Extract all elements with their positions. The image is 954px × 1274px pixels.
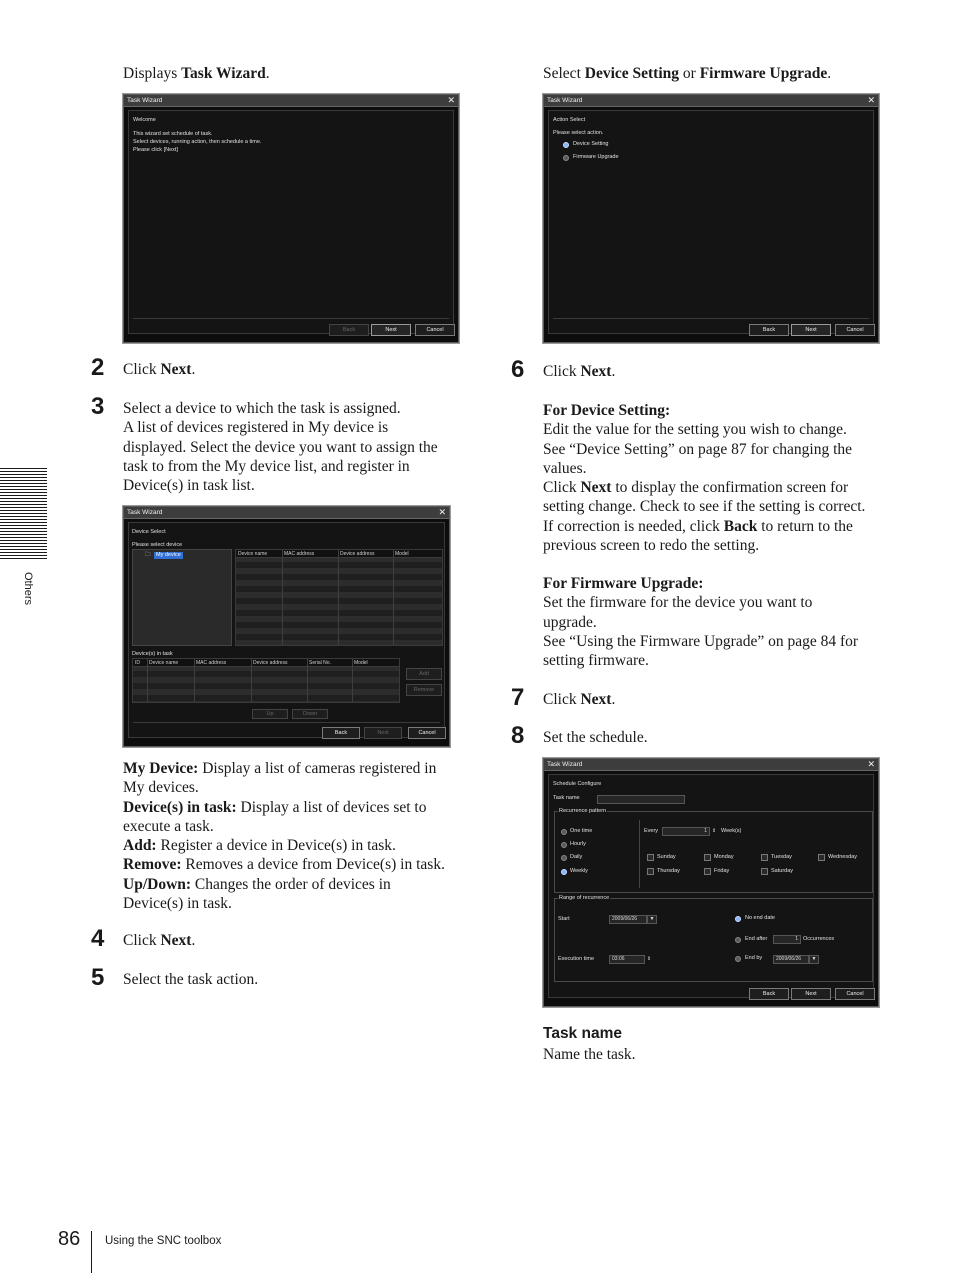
radio-end-after[interactable] (735, 937, 741, 943)
device-list-table[interactable] (235, 549, 443, 646)
paragraph-line: A list of devices registered in My device is (123, 419, 389, 437)
column-divider (282, 550, 283, 645)
screenshot-action-select (543, 94, 879, 343)
column-divider (251, 659, 252, 702)
text-span: Click (543, 479, 581, 497)
definition-item (123, 759, 473, 778)
step3-text (123, 399, 438, 495)
option-label: Firmware Upgrade (573, 154, 619, 160)
paragraph-line: Device(s) in task list. (123, 477, 255, 495)
definition-term: Device(s) in task: (123, 798, 237, 816)
definition-item (123, 836, 473, 855)
next-button[interactable]: Next (791, 988, 831, 1000)
step-text-bold: Next (580, 363, 612, 380)
column-header: Device address (253, 660, 288, 666)
weeks-label: Week(s) (721, 828, 742, 834)
step-number: 7 (511, 684, 525, 711)
paragraph-line: See “Using the Firmware Upgrade” on page 84 for (543, 632, 859, 650)
paragraph-line: Edit the value for the setting you wish to change. (543, 421, 847, 439)
checkbox-tuesday[interactable] (761, 854, 768, 861)
definition-item (123, 875, 473, 894)
step-number: 2 (91, 354, 105, 381)
screenshot-welcome (123, 94, 459, 343)
device-prompt: Please select device (132, 542, 183, 548)
task-name-input[interactable] (597, 795, 685, 804)
welcome-line: Select devices, running action, then schedule a time. (133, 139, 262, 145)
dropdown-arrow-icon[interactable]: ▼ (809, 955, 819, 964)
checkbox-thursday[interactable] (647, 868, 654, 875)
intro-suffix: . (827, 65, 832, 82)
up-button[interactable]: Up (252, 709, 288, 719)
step-number: 4 (91, 925, 105, 952)
group-label: Range of recurrence (559, 895, 610, 901)
radio-weekly[interactable] (561, 869, 567, 875)
checkbox-friday[interactable] (704, 868, 711, 875)
remove-button[interactable]: Remove (406, 684, 442, 696)
definition-text: Device(s) in task. (123, 895, 232, 913)
wizard-panel (548, 774, 874, 998)
checkbox-monday[interactable] (704, 854, 711, 861)
welcome-line: Please click [Next] (133, 147, 178, 153)
intro-bold: Firmware Upgrade (699, 65, 828, 82)
folder-icon: 🗀 (145, 552, 151, 558)
step-text-bold: Next (580, 691, 612, 708)
task-name-heading: Task name (543, 1025, 622, 1042)
column-header: Device name (238, 551, 268, 557)
definition-term: Remove: (123, 856, 182, 874)
group-divider (639, 820, 640, 888)
divider (553, 318, 869, 319)
intro-bold: Device Setting (584, 65, 680, 82)
dropdown-arrow-icon[interactable]: ▼ (647, 915, 657, 924)
column-header: MAC address (196, 660, 227, 666)
divider (133, 318, 449, 319)
paragraph-line: setting change. Check to see if the setting is correct. (543, 498, 866, 516)
back-button[interactable]: Back (749, 324, 789, 336)
intro-prefix: Displays (123, 65, 182, 82)
task-list-label: Device(s) in task (132, 651, 173, 657)
tree-item-my-device[interactable]: My device (156, 552, 181, 558)
definition-text: Register a device in Device(s) in task. (156, 837, 396, 855)
wizard-heading: Welcome (133, 117, 156, 123)
definition-text: My devices. (123, 779, 199, 797)
paragraph-line: upgrade. (543, 613, 597, 631)
add-button[interactable]: Add (406, 668, 442, 680)
definitions-list (123, 759, 473, 913)
paragraph-line (543, 478, 903, 497)
titlebar (544, 95, 878, 107)
step-text-suffix: . (611, 363, 616, 380)
text-bold: Next (580, 479, 612, 497)
checkbox-sunday[interactable] (647, 854, 654, 861)
step-number: 5 (91, 964, 105, 991)
definition-text: Display a list of devices set to (236, 798, 427, 816)
close-icon[interactable]: ✕ (867, 95, 875, 105)
paragraph-line: See “Device Setting” on page 87 for changing the (543, 440, 853, 458)
checkbox-wednesday[interactable] (818, 854, 825, 861)
titlebar (544, 759, 878, 771)
step-text-prefix: Click (543, 691, 581, 708)
recurrence-group (554, 811, 873, 893)
pattern-label: One time (570, 828, 593, 834)
definition-text: execute a task. (123, 817, 214, 835)
intro-bold: Task Wizard (181, 65, 266, 82)
wizard-heading: Schedule Configure (553, 781, 602, 787)
window-title: Task Wizard (547, 761, 583, 768)
paragraph-line: Set the firmware for the device you want to (543, 594, 813, 612)
welcome-line: This wizard set schedule of task. (133, 131, 213, 137)
paragraph-line: setting firmware. (543, 652, 649, 670)
screenshot-schedule-configure (543, 758, 879, 1007)
column-divider (147, 659, 148, 702)
step2-text (123, 360, 195, 379)
text-span: If correction is needed, click (543, 517, 724, 535)
occurrences-label: Occurrences (803, 936, 835, 942)
column-divider (393, 550, 394, 645)
end-after-label: End after (745, 936, 768, 942)
definition-item (123, 798, 473, 817)
paragraph-line: displayed. Select the device you want to assign the (123, 438, 438, 456)
day-label: Sunday (657, 854, 676, 860)
group-label: Recurrence pattern (559, 808, 607, 814)
step5-text: Select the task action. (123, 971, 259, 988)
wizard-heading: Action Select (553, 117, 586, 123)
checkbox-saturday[interactable] (761, 868, 768, 875)
right-intro (543, 64, 831, 83)
day-label: Monday (714, 854, 734, 860)
step-text-prefix: Click (543, 363, 581, 380)
radio-device-setting[interactable] (563, 142, 569, 148)
start-label: Start (558, 916, 570, 922)
column-divider (352, 659, 353, 702)
option-label: Device Setting (573, 141, 609, 147)
footer-divider (91, 1231, 92, 1273)
definition-term: Up/Down: (123, 875, 192, 893)
action-prompt: Please select action. (553, 130, 604, 136)
next-button[interactable]: Next (364, 727, 402, 739)
window-title: Task Wizard (127, 509, 163, 516)
radio-no-end-date[interactable] (735, 916, 741, 922)
text-bold: Back (723, 517, 758, 535)
column-divider (194, 659, 195, 702)
cancel-button[interactable]: Cancel (415, 324, 455, 336)
divider (133, 722, 440, 723)
step-text-prefix: Click (123, 932, 161, 949)
cancel-button[interactable]: Cancel (408, 727, 446, 739)
intro-prefix: Select (543, 65, 585, 82)
wizard-heading: Device Select (132, 529, 166, 535)
left-intro (123, 64, 270, 83)
paragraph-line: task to from the My device list, and register in (123, 457, 410, 475)
every-input[interactable]: 1 (662, 827, 710, 836)
close-icon[interactable]: ✕ (867, 759, 875, 769)
radio-firmware-upgrade[interactable] (563, 155, 569, 161)
paragraph-line (543, 517, 903, 536)
step-text-prefix: Click (123, 361, 161, 378)
wizard-panel (128, 522, 445, 738)
end-by-label: End by (745, 955, 763, 961)
intro-suffix: . (265, 65, 270, 82)
every-label: Every (644, 828, 659, 834)
wizard-panel (548, 110, 874, 334)
page-number: 86 (58, 1228, 81, 1250)
column-header: ID (135, 660, 140, 666)
day-label: Thursday (657, 868, 680, 874)
no-end-label: No end date (745, 915, 775, 921)
step-number: 6 (511, 356, 525, 383)
column-header: MAC address (284, 551, 315, 557)
pattern-label: Weekly (570, 868, 588, 874)
back-button[interactable]: Back (749, 988, 789, 1000)
step4-text (123, 931, 195, 950)
text-span: to return to the (757, 517, 853, 535)
step-number: 3 (91, 393, 105, 420)
section-heading: For Device Setting: (543, 402, 671, 419)
column-header: Device name (149, 660, 179, 666)
execution-time-input[interactable]: 03:06 (609, 955, 645, 964)
next-button[interactable]: Next (791, 324, 831, 336)
task-name-label: Task name (553, 795, 580, 801)
radio-hourly[interactable] (561, 842, 567, 848)
radio-one-time[interactable] (561, 829, 567, 835)
start-date-input[interactable]: 2009/06/26 (609, 915, 647, 924)
firmware-upgrade-section (543, 574, 903, 670)
definition-text: Display a list of cameras registered in (198, 760, 437, 777)
device-tree[interactable] (132, 549, 232, 646)
column-header: Model (354, 660, 368, 666)
step6-text (543, 362, 615, 381)
radio-daily[interactable] (561, 855, 567, 861)
device-setting-section (543, 401, 903, 555)
pattern-label: Hourly (570, 841, 586, 847)
titlebar (124, 507, 449, 519)
paragraph-line: previous screen to redo the setting. (543, 537, 760, 555)
text-span: to display the confirmation screen for (611, 479, 849, 497)
wizard-panel (128, 110, 454, 334)
side-tab-label: Others (22, 572, 34, 606)
window-title: Task Wizard (547, 97, 583, 104)
step-text-suffix: . (611, 691, 616, 708)
spinner-icon[interactable]: ⇕ (712, 828, 717, 834)
close-icon[interactable]: ✕ (438, 507, 446, 517)
next-button[interactable]: Next (371, 324, 411, 336)
definition-term: Add: (123, 837, 157, 855)
definition-item (123, 855, 473, 874)
end-after-input[interactable]: 1 (773, 935, 801, 944)
paragraph-line: values. (543, 459, 587, 477)
footer-section: Using the SNC toolbox (105, 1235, 222, 1247)
section-heading: For Firmware Upgrade: (543, 575, 704, 592)
day-label: Saturday (771, 868, 794, 874)
radio-end-by[interactable] (735, 956, 741, 962)
cancel-button[interactable]: Cancel (835, 324, 875, 336)
column-header: Serial No. (309, 660, 331, 666)
screenshot-device-select (123, 506, 450, 747)
spinner-icon[interactable]: ⇕ (647, 956, 652, 962)
pattern-label: Daily (570, 854, 583, 860)
back-button[interactable]: Back (329, 324, 369, 336)
step-text-bold: Next (160, 932, 192, 949)
titlebar (124, 95, 458, 107)
paragraph-line: Select a device to which the task is assigned. (123, 400, 401, 417)
window-title: Task Wizard (127, 97, 163, 104)
definition-term: My Device: (123, 760, 199, 777)
down-button[interactable]: Down (292, 709, 328, 719)
column-header: Model (395, 551, 409, 557)
step-text-suffix: . (191, 361, 196, 378)
step-text-bold: Next (160, 361, 192, 378)
step7-text (543, 690, 615, 709)
side-tab-stripes (0, 468, 47, 560)
task-name-text: Name the task. (543, 1046, 636, 1063)
close-icon[interactable]: ✕ (447, 95, 455, 105)
task-device-table[interactable] (132, 658, 400, 703)
cancel-button[interactable]: Cancel (835, 988, 875, 1000)
day-label: Wednesday (828, 854, 857, 860)
step-number: 8 (511, 722, 525, 749)
column-divider (338, 550, 339, 645)
day-label: Friday (714, 868, 730, 874)
intro-mid: or (679, 65, 700, 82)
day-label: Tuesday (771, 854, 792, 860)
column-divider (307, 659, 308, 702)
end-by-date-input[interactable]: 2009/06/26 (773, 955, 809, 964)
definition-text: Removes a device from Device(s) in task. (181, 856, 445, 874)
back-button[interactable]: Back (322, 727, 360, 739)
definition-text: Changes the order of devices in (191, 875, 391, 893)
column-header: Device address (340, 551, 375, 557)
step-text-suffix: . (191, 932, 196, 949)
execution-time-label: Execution time (558, 956, 595, 962)
step8-text: Set the schedule. (543, 729, 648, 746)
